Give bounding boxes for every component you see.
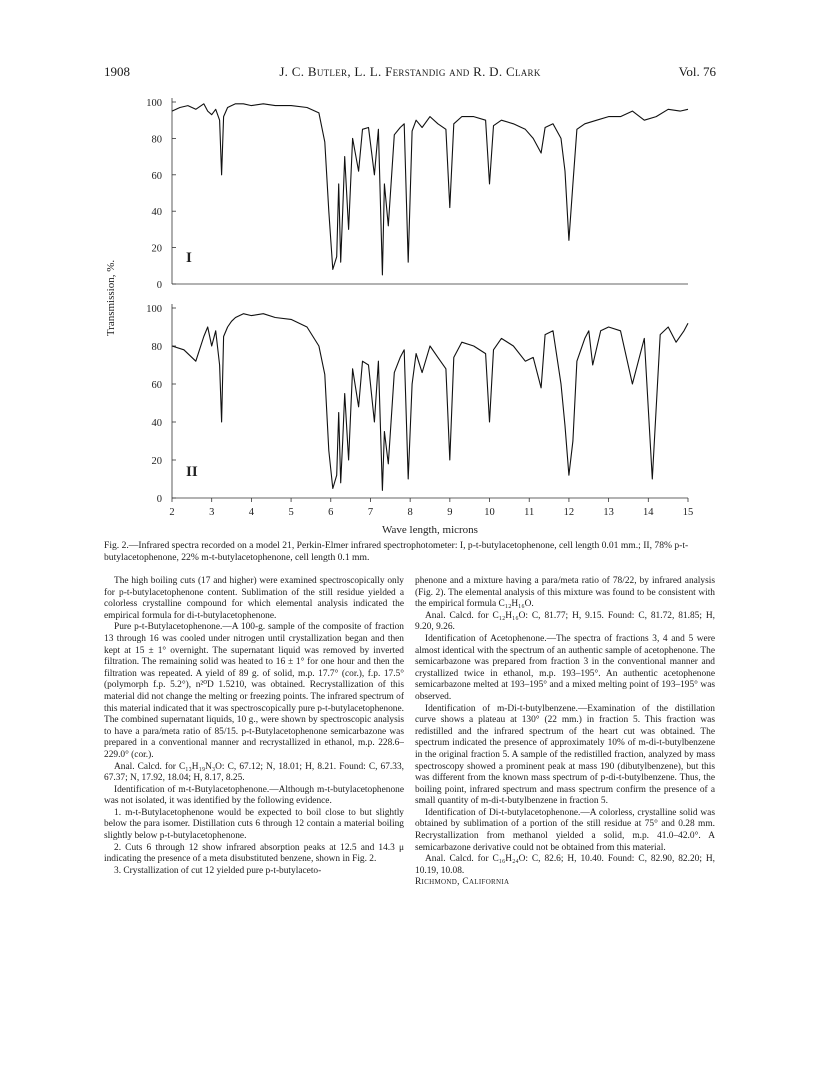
paragraph: Pure p-t-Butylacetophenone.—A 100-g. sample of the composite of fraction 13 through 16 was cooled under nitrogen until crystallization began and then kept at 15 ± 1° overnight. The supernatant liquid was removed by inverted filtration. The remaining solid was heated to 16 ± 1° for one hour and then the filtration was repeated. A yield of 89 g. of solid, m.p. 17.7° (cor.), f.p. 17.5° (polymorph f.p. 5.2°), n²⁰D 1.5210, was obtained. Recrystallization of this material did not change the melting or freezing points. The infrared spectrum of this material indicated that it was spectroscopically pure p-t-butylacetophenone. The combined supernatant liquids, 10 g., were shown by spectroscopic analysis to have a para/meta ratio of 85/15. p-t-Butylacetophenone semicarbazone was prepared in a conventional manner and recrystallized in ethanol, m.p. 228.6–229.0° (cor.). [104,622,404,760]
y-tick-label: 0 [156,280,162,291]
panel-label: I [186,250,192,266]
x-tick-label: 8 [407,507,413,518]
y-axis-label: Transmission, %. [105,259,117,337]
x-tick-label: 15 [682,507,694,518]
y-tick-label: 20 [151,243,162,255]
x-tick-label: 10 [484,507,495,518]
paragraph: 1. m-t-Butylacetophenone would be expected to boil close to but slightly below the para isomer. Distillation cuts 6 through 12 contain a material boiling slightly below p-t-butylacetophenone. [104,807,404,842]
body-column-right [415,576,715,889]
y-tick-label: 100 [146,98,162,109]
x-tick-label: 3 [209,507,215,518]
y-tick-label: 60 [151,380,162,391]
x-tick-label: 7 [367,507,374,518]
analysis-paragraph: Anal. Calcd. for C₁₂H₁₆O: C, 81.77; H, 9.15. Found: C, 81.72, 81.85; H, 9.20, 9.26. [415,610,715,633]
y-tick-label: 100 [146,304,162,315]
volume-number: Vol. 76 [678,64,716,79]
x-tick-label: 14 [643,507,654,518]
x-tick-label: 13 [603,507,614,518]
paragraph: phenone and a mixture having a para/meta ratio of 78/22, by infrared analysis (Fig. 2). The elemental analysis of this mixture was found to be consistent with the empirical formula C₁₂H₁₆O. [415,576,715,610]
paragraph: Identification of m-Di-t-butylbenzene.—Examination of the distillation curve shows a plateau at 130° (22 mm.) in fraction 5. This fraction was redistilled and the infrared spectrum of the heart cut was obtained. The spectrum indicated the presence of approximately 10% of m-di-t-butylbenzene in the original fraction 5. A sample of the redistilled fraction, analyzed by mass spectroscopy showed a prominent peak at mass 190 (dibutylbenzene), but this was different from the known mass spectrum of p-di-t-butylbenzene. Thus, the boiling point, infrared spectrum and mass spectrum confirm the presence of a small quantity of m-di-t-butylbenzene in fraction 5. [415,703,715,807]
body-column-left [104,576,404,877]
x-tick-label: 6 [328,507,334,518]
analysis-paragraph: Anal. Calcd. for C₁₆H₂₄O: C, 82.6; H, 10.40. Found: C, 82.90, 82.20; H, 10.19, 10.08. [415,854,715,876]
spectrum-curve [172,104,688,275]
x-tick-label: 4 [248,507,255,518]
panel-label: II [186,464,198,480]
y-tick-label: 40 [151,207,162,219]
x-tick-label: 11 [524,507,535,518]
curve-layer [172,104,688,491]
x-axis-label: Wave length, microns [382,524,478,536]
paragraph: Identification of Acetophenone.—The spectra of fractions 3, 4 and 5 were almost identical with the spectrum of an authentic sample of acetophenone. The semicarbazone was prepared from fraction 3 in the conventional manner and crystallized twice in ethanol, m.p. 193–195°. An authentic acetophenone semicarbazone melted at 193–195° and a mixed melting point of 193–195° was observed. [415,633,715,702]
x-tick-label: 2 [169,507,175,518]
x-tick-label: 12 [563,507,575,518]
y-tick-label: 80 [151,342,162,353]
paragraph: The high boiling cuts (17 and higher) were examined spectroscopically only for p-t-butylacetophenone content. Sublimation of the still residue yielded a colorless crystalline compound for which elemental analysis indicated the empirical formula for di-t-butylacetophenone. [104,576,404,621]
y-tick-label: 80 [151,134,162,146]
ir-spectra-figure [96,88,712,536]
page-number: 1908 [104,64,130,79]
x-tick-label: 5 [288,507,294,518]
location-line: Richmond, California [415,877,510,888]
spectrum-curve [172,314,688,491]
paragraph: 2. Cuts 6 through 12 show infrared absorption peaks at 12.5 and 14.3 μ indicating the presence of a meta disubstituted benzene, shown in Fig. 2. [104,842,404,865]
paragraph: Identification of m-t-Butylacetophenone.—Although m-t-butylacetophenone was not isolated, it was identified by the following evidence. [104,784,404,807]
y-tick-label: 20 [151,456,162,467]
y-tick-label: 60 [151,170,162,182]
caption-text: —Infrared spectra recorded on a model 21, Perkin-Elmer infrared spectrophotometer: I, p-t-butylacetophenone, cell length 0.01 mm.; II, 78% p-t-butylacetophenone, 22% m-t-butylacetophenone, cell length 0.1 mm. [104,540,689,563]
y-tick-label: 0 [156,494,162,505]
running-authors: J. C. Butler, L. L. Ferstandig and R. D. Clark [279,64,541,79]
y-tick-label: 40 [151,418,162,429]
paragraph: 3. Crystallization of cut 12 yielded pure p-t-butylaceto- [114,865,322,876]
x-tick-label: 9 [447,507,453,518]
paragraph: Identification of Di-t-butylacetophenone.—A colorless, crystalline solid was obtained by sublimation of a portion of the still residue at 75° and 0.28 mm. Recrystallization from methanol yielded a solid, m.p. 41.0–42.0°. A semicarbazone derivative could not be obtained from this material. [415,807,715,853]
analysis-paragraph: Anal. Calcd. for C₁₃H₁₉N₃O: C, 67.12; N, 18.01; H, 8.21. Found: C, 67.33, 67.37; N, 17.92, 18.04; H, 8.17, 8.25. [104,761,404,784]
figure-caption [104,540,716,564]
page-header [104,64,716,84]
axes-layer [146,98,693,518]
caption-label: Fig. 2. [104,540,129,551]
